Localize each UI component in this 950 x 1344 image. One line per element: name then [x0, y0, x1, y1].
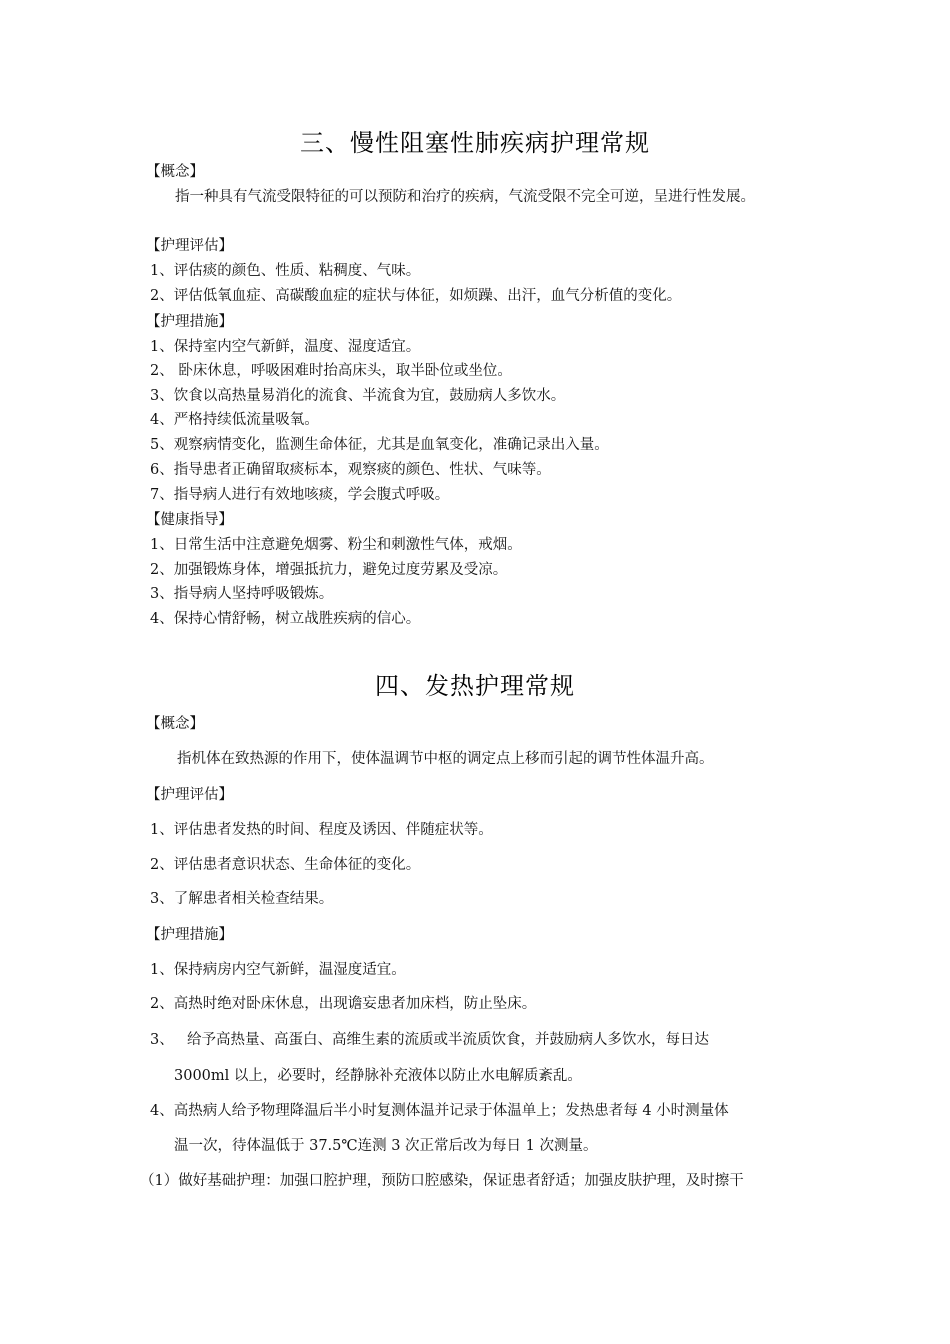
measures-heading: 【护理措施】	[146, 314, 233, 330]
assessment-item: 3、了解患者相关检查结果。	[150, 891, 334, 907]
section-title-fever: 四、发热护理常规	[375, 672, 575, 700]
measure-item: 4、高热病人给予物理降温后半小时复测体温并记录于体温单上；发热患者每 4 小时测量体	[150, 1103, 729, 1119]
measure-item: 2、高热时绝对卧床休息，出现谵妄患者加床档，防止坠床。	[150, 996, 537, 1012]
measure-item: 1、保持室内空气新鲜，温度、湿度适宜。	[150, 339, 421, 355]
health-heading: 【健康指导】	[146, 512, 233, 528]
measure-item: 给予高热量、高蛋白、高维生素的流质或半流质饮食，并鼓励病人多饮水，每日达	[187, 1032, 709, 1048]
assessment-item: 1、评估患者发热的时间、程度及诱因、伴随症状等。	[150, 822, 493, 838]
measure-item: 5、观察病情变化，监测生命体征，尤其是血氧变化，准确记录出入量。	[150, 437, 609, 453]
measure-item: 1、保持病房内空气新鲜，温湿度适宜。	[150, 962, 406, 978]
assessment-heading: 【护理评估】	[146, 238, 233, 254]
health-item: 1、日常生活中注意避免烟雾、粉尘和刺激性气体，戒烟。	[150, 537, 522, 553]
concept-text: 指一种具有气流受限特征的可以预防和治疗的疾病，气流受限不完全可逆，呈进行性发展。	[175, 189, 755, 205]
measure-item: 3、饮食以高热量易消化的流食、半流食为宜，鼓励病人多饮水。	[150, 388, 566, 404]
concept-heading: 【概念】	[146, 716, 204, 732]
health-item: 4、保持心情舒畅，树立战胜疾病的信心。	[150, 611, 421, 627]
measure-item-continuation: 3000ml 以上，必要时，经静脉补充液体以防止水电解质紊乱。	[174, 1068, 582, 1084]
concept-heading: 【概念】	[146, 164, 204, 180]
measure-item-number: 3、	[150, 1032, 174, 1048]
health-item: 3、指导病人坚持呼吸锻炼。	[150, 586, 334, 602]
assessment-item: 2、评估低氧血症、高碳酸血症的症状与体征，如烦躁、出汗，血气分析值的变化。	[150, 288, 682, 304]
health-item: 2、加强锻炼身体，增强抵抗力，避免过度劳累及受凉。	[150, 562, 508, 578]
measures-heading: 【护理措施】	[146, 927, 233, 943]
measure-item: 4、严格持续低流量吸氧。	[150, 412, 319, 428]
assessment-item: 1、评估痰的颜色、性质、粘稠度、气味。	[150, 263, 421, 279]
section-title-copd: 三、慢性阻塞性肺疾病护理常规	[300, 129, 650, 157]
measure-item: 7、指导病人进行有效地咳痰，学会腹式呼吸。	[150, 487, 450, 503]
measure-item-continuation: 温一次，待体温低于 37.5℃连测 3 次正常后改为每日 1 次测量。	[174, 1138, 598, 1154]
assessment-item: 2、评估患者意识状态、生命体征的变化。	[150, 857, 421, 873]
sub-measure-item: （1）做好基础护理：加强口腔护理，预防口腔感染，保证患者舒适；加强皮肤护理，及时擦干	[140, 1173, 744, 1189]
concept-text: 指机体在致热源的作用下，使体温调节中枢的调定点上移而引起的调节性体温升高。	[177, 751, 714, 767]
assessment-heading: 【护理评估】	[146, 787, 233, 803]
measure-item: 2、 卧床休息，呼吸困难时抬高床头，取半卧位或坐位。	[150, 363, 512, 379]
measure-item: 6、指导患者正确留取痰标本，观察痰的颜色、性状、气味等。	[150, 462, 551, 478]
